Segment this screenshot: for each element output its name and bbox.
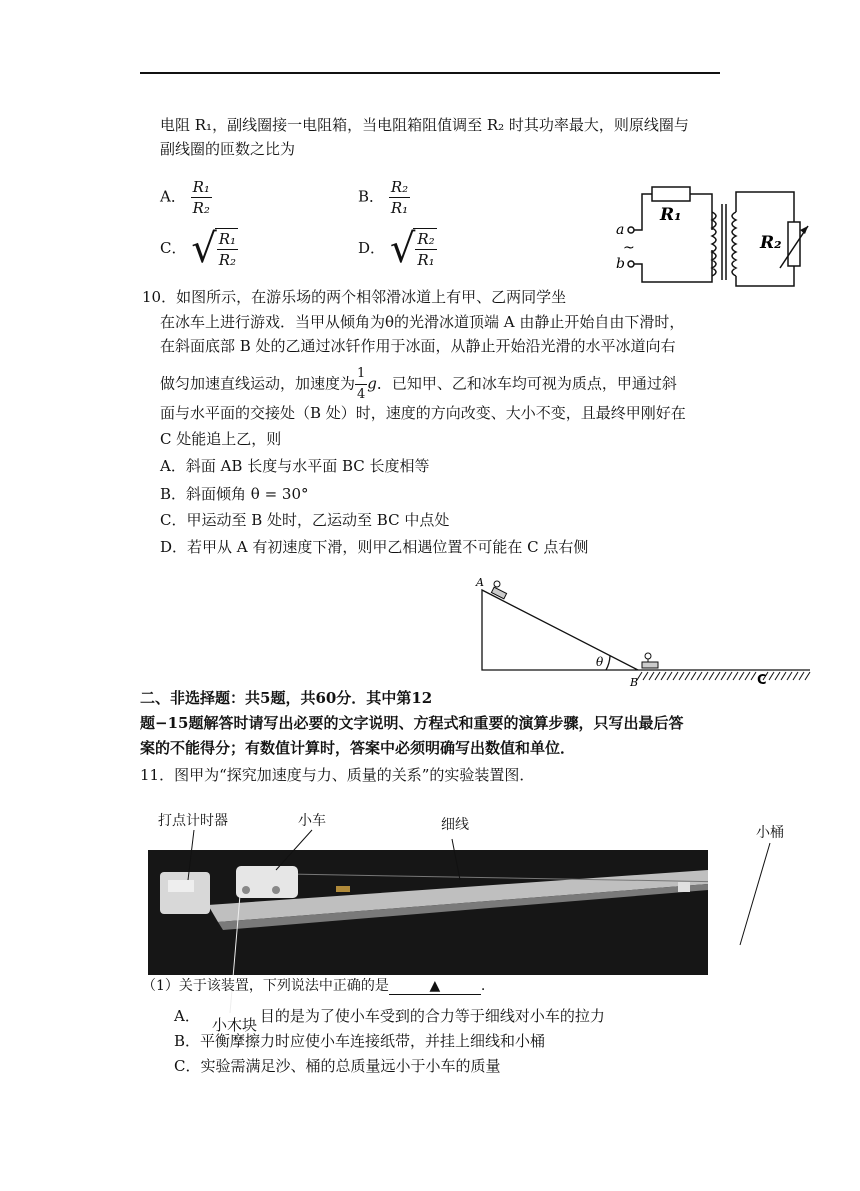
q10-acceleration-fraction bbox=[355, 364, 367, 405]
angle-theta-label: θ bbox=[596, 655, 604, 669]
q10-line6: C 处能追上乙，则 bbox=[160, 430, 282, 448]
q11-sub1-text: （1）关于该装置，下列说法中正确的是 bbox=[142, 978, 389, 994]
q9-option-d-den: R₁ bbox=[417, 251, 435, 269]
header-rule bbox=[140, 72, 720, 74]
section2-line2: 题−15题解答时请写出必要的文字说明、方程式和重要的演算步骤，只写出最后答 bbox=[140, 714, 684, 732]
q10-line4 bbox=[160, 364, 677, 405]
q9-option-b-label: B． bbox=[358, 187, 385, 206]
q9-option-b-den: R₁ bbox=[390, 199, 409, 217]
q9-option-a-den: R₂ bbox=[192, 199, 210, 217]
q9-option-d-num: R₂ bbox=[417, 230, 435, 248]
point-c-label: C bbox=[757, 673, 767, 688]
point-b-label: B bbox=[630, 676, 639, 688]
q9-option-a bbox=[160, 177, 212, 218]
q10-line1: 10．如图所示，在游乐场的两个相邻滑冰道上有甲、乙两同学坐 bbox=[142, 288, 567, 306]
section2-line1: 二、非选择题：共5题，共60分．其中第12 bbox=[140, 689, 433, 707]
point-a-label: A bbox=[476, 576, 484, 589]
q10-option-d: D．若甲从 A 有初速度下滑，则甲乙相遇位置不可能在 C 点右侧 bbox=[160, 538, 589, 556]
label-string: 细线 bbox=[441, 817, 469, 833]
r1-label: R₁ bbox=[660, 205, 682, 225]
section2-line3: 案的不能得分；有数值计算时，答案中必须明确写出数值和单位． bbox=[140, 739, 576, 757]
q9-option-a-fraction bbox=[191, 177, 212, 218]
q9-option-c bbox=[160, 228, 238, 270]
q11-option-a-label: A． bbox=[174, 1007, 200, 1025]
r2-label: R₂ bbox=[760, 233, 782, 253]
q11-option-c: C．实验需满足沙、桶的总质量远小于小车的质量 bbox=[174, 1057, 501, 1075]
q9-option-a-num: R₁ bbox=[192, 178, 210, 196]
q11-line1: 11．图甲为“探究加速度与力、质量的关系”的实验装置图． bbox=[140, 766, 535, 784]
q10-line5: 面与水平面的交接处（B 处）时，速度的方向改变、大小不变，且最终甲刚好在 bbox=[160, 404, 686, 422]
q11-option-b: B．平衡摩擦力时应使小车连接纸带，并挂上细线和小桶 bbox=[174, 1032, 546, 1050]
terminal-a-label: a bbox=[616, 222, 625, 238]
q9-option-b-fraction bbox=[389, 177, 410, 218]
q9-option-d bbox=[358, 228, 437, 270]
q10-line2: 在冰车上进行游戏．当甲从倾角为θ的光滑冰道顶端 A 由静止开始自由下滑时， bbox=[160, 313, 685, 331]
q11-option-a-text: 目的是为了使小车受到的合力等于细线对小车的拉力 bbox=[259, 1007, 605, 1025]
q10-option-b: B．斜面倾角 θ = 30° bbox=[160, 485, 309, 503]
q9-option-c-label: C． bbox=[160, 239, 187, 257]
q9-option-a-label: A． bbox=[160, 187, 186, 206]
q11-sub1: （1）关于该装置，下列说法中正确的是 ▲ . bbox=[142, 978, 486, 994]
incline-diagram bbox=[470, 570, 815, 688]
photo-leader-lines bbox=[180, 825, 780, 1025]
q10-line4-start: 做匀加速直线运动，加速度为 bbox=[160, 374, 356, 393]
q11-blank-mark: ▲ bbox=[429, 978, 441, 994]
q9-option-c-den: R₂ bbox=[218, 251, 237, 269]
sled-b-icon bbox=[642, 653, 658, 668]
q9-option-d-label: D． bbox=[358, 239, 386, 257]
label-bucket: 小桶 bbox=[756, 825, 784, 841]
q9-option-c-sqrt: √ $\frac{\text{R₁}}{\text{R₂}}$ bbox=[191, 226, 237, 272]
q9-line2: 副线圈的匝数之比为 bbox=[160, 140, 296, 158]
q9-option-d-sqrt: √ $\frac{\text{R₂}}{\text{R₁}}$ bbox=[389, 226, 435, 272]
q10-frac-den: 4 bbox=[357, 387, 366, 402]
q10-option-a: A．斜面 AB 长度与水平面 BC 长度相等 bbox=[160, 457, 430, 475]
label-timer: 打点计时器 bbox=[158, 813, 228, 829]
q9-option-b bbox=[358, 177, 410, 218]
q11-answer-blank[interactable] bbox=[389, 978, 481, 995]
q9-option-b-num: R₂ bbox=[390, 178, 409, 196]
label-cart: 小车 bbox=[298, 813, 326, 829]
q9-line1: 电阻 R₁，副线圈接一电阻箱，当电阻箱阻值调至 R₂ 时其功率最大，则原线圈与 bbox=[160, 116, 689, 134]
q10-line3: 在斜面底部 B 处的乙通过冰钎作用于冰面，从静止开始沿光滑的水平冰道向右 bbox=[160, 337, 676, 355]
q9-option-c-num: R₁ bbox=[218, 230, 237, 248]
terminal-b-label: b bbox=[616, 256, 625, 272]
q10-line4-end: ．已知甲、乙和冰车均可视为质点，甲通过斜 bbox=[376, 374, 677, 393]
transformer-circuit-diagram bbox=[612, 182, 822, 297]
q10-g-symbol: g bbox=[367, 374, 377, 393]
ac-source-symbol: ~ bbox=[623, 240, 635, 256]
q10-frac-num: 1 bbox=[355, 364, 367, 385]
q10-option-c: C．甲运动至 B 处时，乙运动至 BC 中点处 bbox=[160, 511, 450, 529]
label-wood-block: 小木块 bbox=[212, 1016, 258, 1034]
